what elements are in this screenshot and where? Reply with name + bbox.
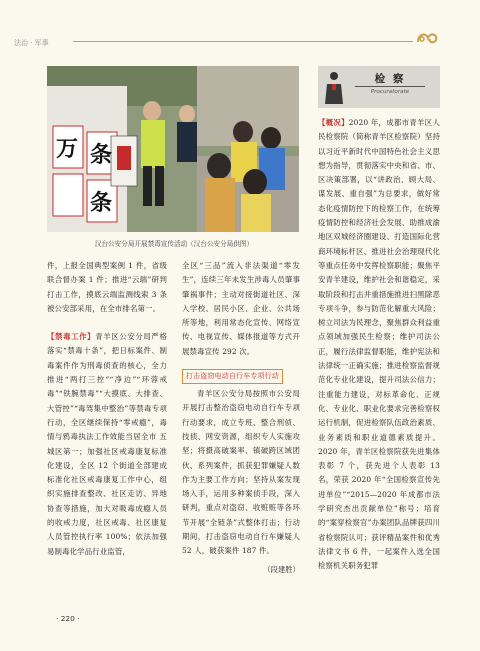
section-badge: 【禁毒工作】	[47, 332, 96, 342]
prosecutor-figure-icon	[323, 70, 345, 104]
overview-paragraph	[318, 116, 440, 574]
paragraph: 青羊区公安分局严格落实“禁毒十条”，把日标案件、制毒案件作为刑毒侦查的核心，全力推进“两打三控”“净边”“环蓉戒毒”“铁腕禁毒”“大摸底、大排查、大管控”“毒驾集中整治”等禁毒专项行动，全区继续保持“零戒瘾”，毒情与鸦毒执法工作效能当居全市 五城区第一；加强社区戒毒康复标准化建设，全区 12 个街道全部建成标准化社区戒毒康复工作中心，组织实施排查整改、社区走访、异地协查等措施，加大对吸毒成瘾人员的收戒力度，社区戒毒、社区康复人员管控执行率 100%；依法加强易制毒化学品行业监管，	[47, 332, 167, 556]
author-signature: （段建胜）	[263, 564, 300, 574]
header-rule	[73, 41, 413, 42]
sub-heading: 打击盗窃电动自行车专项行动	[182, 369, 283, 384]
banner-char: 条	[90, 142, 113, 168]
prosecutor-title: 检 察	[374, 73, 406, 85]
photo-caption: 汉台公安分局开展禁毒宣传活动（汉台公安分局供图）	[94, 240, 254, 248]
page-number: · 220 ·	[56, 614, 80, 623]
anti-drug-paragraph	[47, 330, 167, 559]
prosecutor-subtitle: Procuratorate	[370, 89, 410, 95]
paragraph: 2020 年，成都市青羊区人民检察院（简称青羊区检察院）坚持以习近平新时代中国特色社会主义思想为指导，贯彻落实中央和省、市、区决策部署，以“讲政治、顾大局、谋发展、重自强”为总要求，做好常态化疫情防控下的检察工作，在统筹疫情防控和经济社会发展、助推成渝地区双城经济圈建设、打造国际化营商环境标杆区、推进社会治理现代化等重点任务中发挥检察职能；聚焦平安青羊建设，维护社会和谐稳定，采取阶段和打击并重措施推进扫黑除恶专项斗争，参与防范化解重大风险；树立司法为民理念，聚焦群众利益重点领域加强民生检察；维护司法公正，履行法律监督职能，维护宪法和法律统一正确实施；推进检察监督规范化专业化建设，提升司法公信力；注重能力建设，对标革命化、正规化、专业化、职业化要求完善检察权运行机制，促进检察队伍政治素质、业务素质和职业道德素质提升。2020 年，青羊区检察院获先进集体表彰 7 个，获先进个人表彰 13 名，荣获 2020 年“全国检察宣传先进单位”“2015—2020 年成都市法学研究杰出贡献单位”称号；培育的“案穿检察官”办案团队品牌获四川省检察院认可；获评精品案件和优秀法律文书 6 件，一起案件入选全国检察机关职务犯罪	[318, 118, 440, 571]
section-badge: 【概况】	[318, 118, 349, 127]
paragraph: 件，上报全国典型案例 1 件，省级联合督办案 1 件；推进“云端”研判打击工作，摸底云端监测线索 3 条被公安部采用，在全市排名第一。	[47, 261, 167, 313]
prosecutor-title-rule	[355, 86, 425, 87]
column-2	[182, 259, 300, 577]
banner-char: 条	[90, 190, 113, 216]
column-1	[47, 259, 167, 559]
paragraph: 青羊区公安分局按照市公安局开展打击整治盗窃电动自行车专项行动要求，成立专班、整合刑侦、技侦、网安资源，组织专人实施攻坚；将摄高破案率、镇破跨区域团伙、系列案件，抓获犯罪嫌疑人数作为主要工作方向；坚持从案发现场入手，运用多种案侦手段，深入研判，重点对盗窃、收赃赃等各环节开展“全链条”式整体打击；行动期间，打击盗窃电动自行车嫌疑人 52 人，破获案件 187 件。	[182, 389, 300, 556]
anti-drug-campaign-photo	[47, 66, 299, 232]
banner-char: 万	[56, 136, 79, 162]
paragraph: 全区“三品”流入非法渠道“零发生”，连续三年未发生涉毒人员肇事肇祸事件；主动对接街道社区、深入学校、居民小区、企业、公共场所等地，利用常态化宣传、网络宣传、电视宣传、媒体报道等方式开展禁毒宣传 292 次。	[182, 261, 300, 356]
section-header: 法治 · 军事	[14, 39, 49, 47]
sub-heading-wrap	[182, 369, 300, 384]
column-3	[318, 116, 440, 574]
cloud-ornament-icon	[416, 30, 440, 46]
